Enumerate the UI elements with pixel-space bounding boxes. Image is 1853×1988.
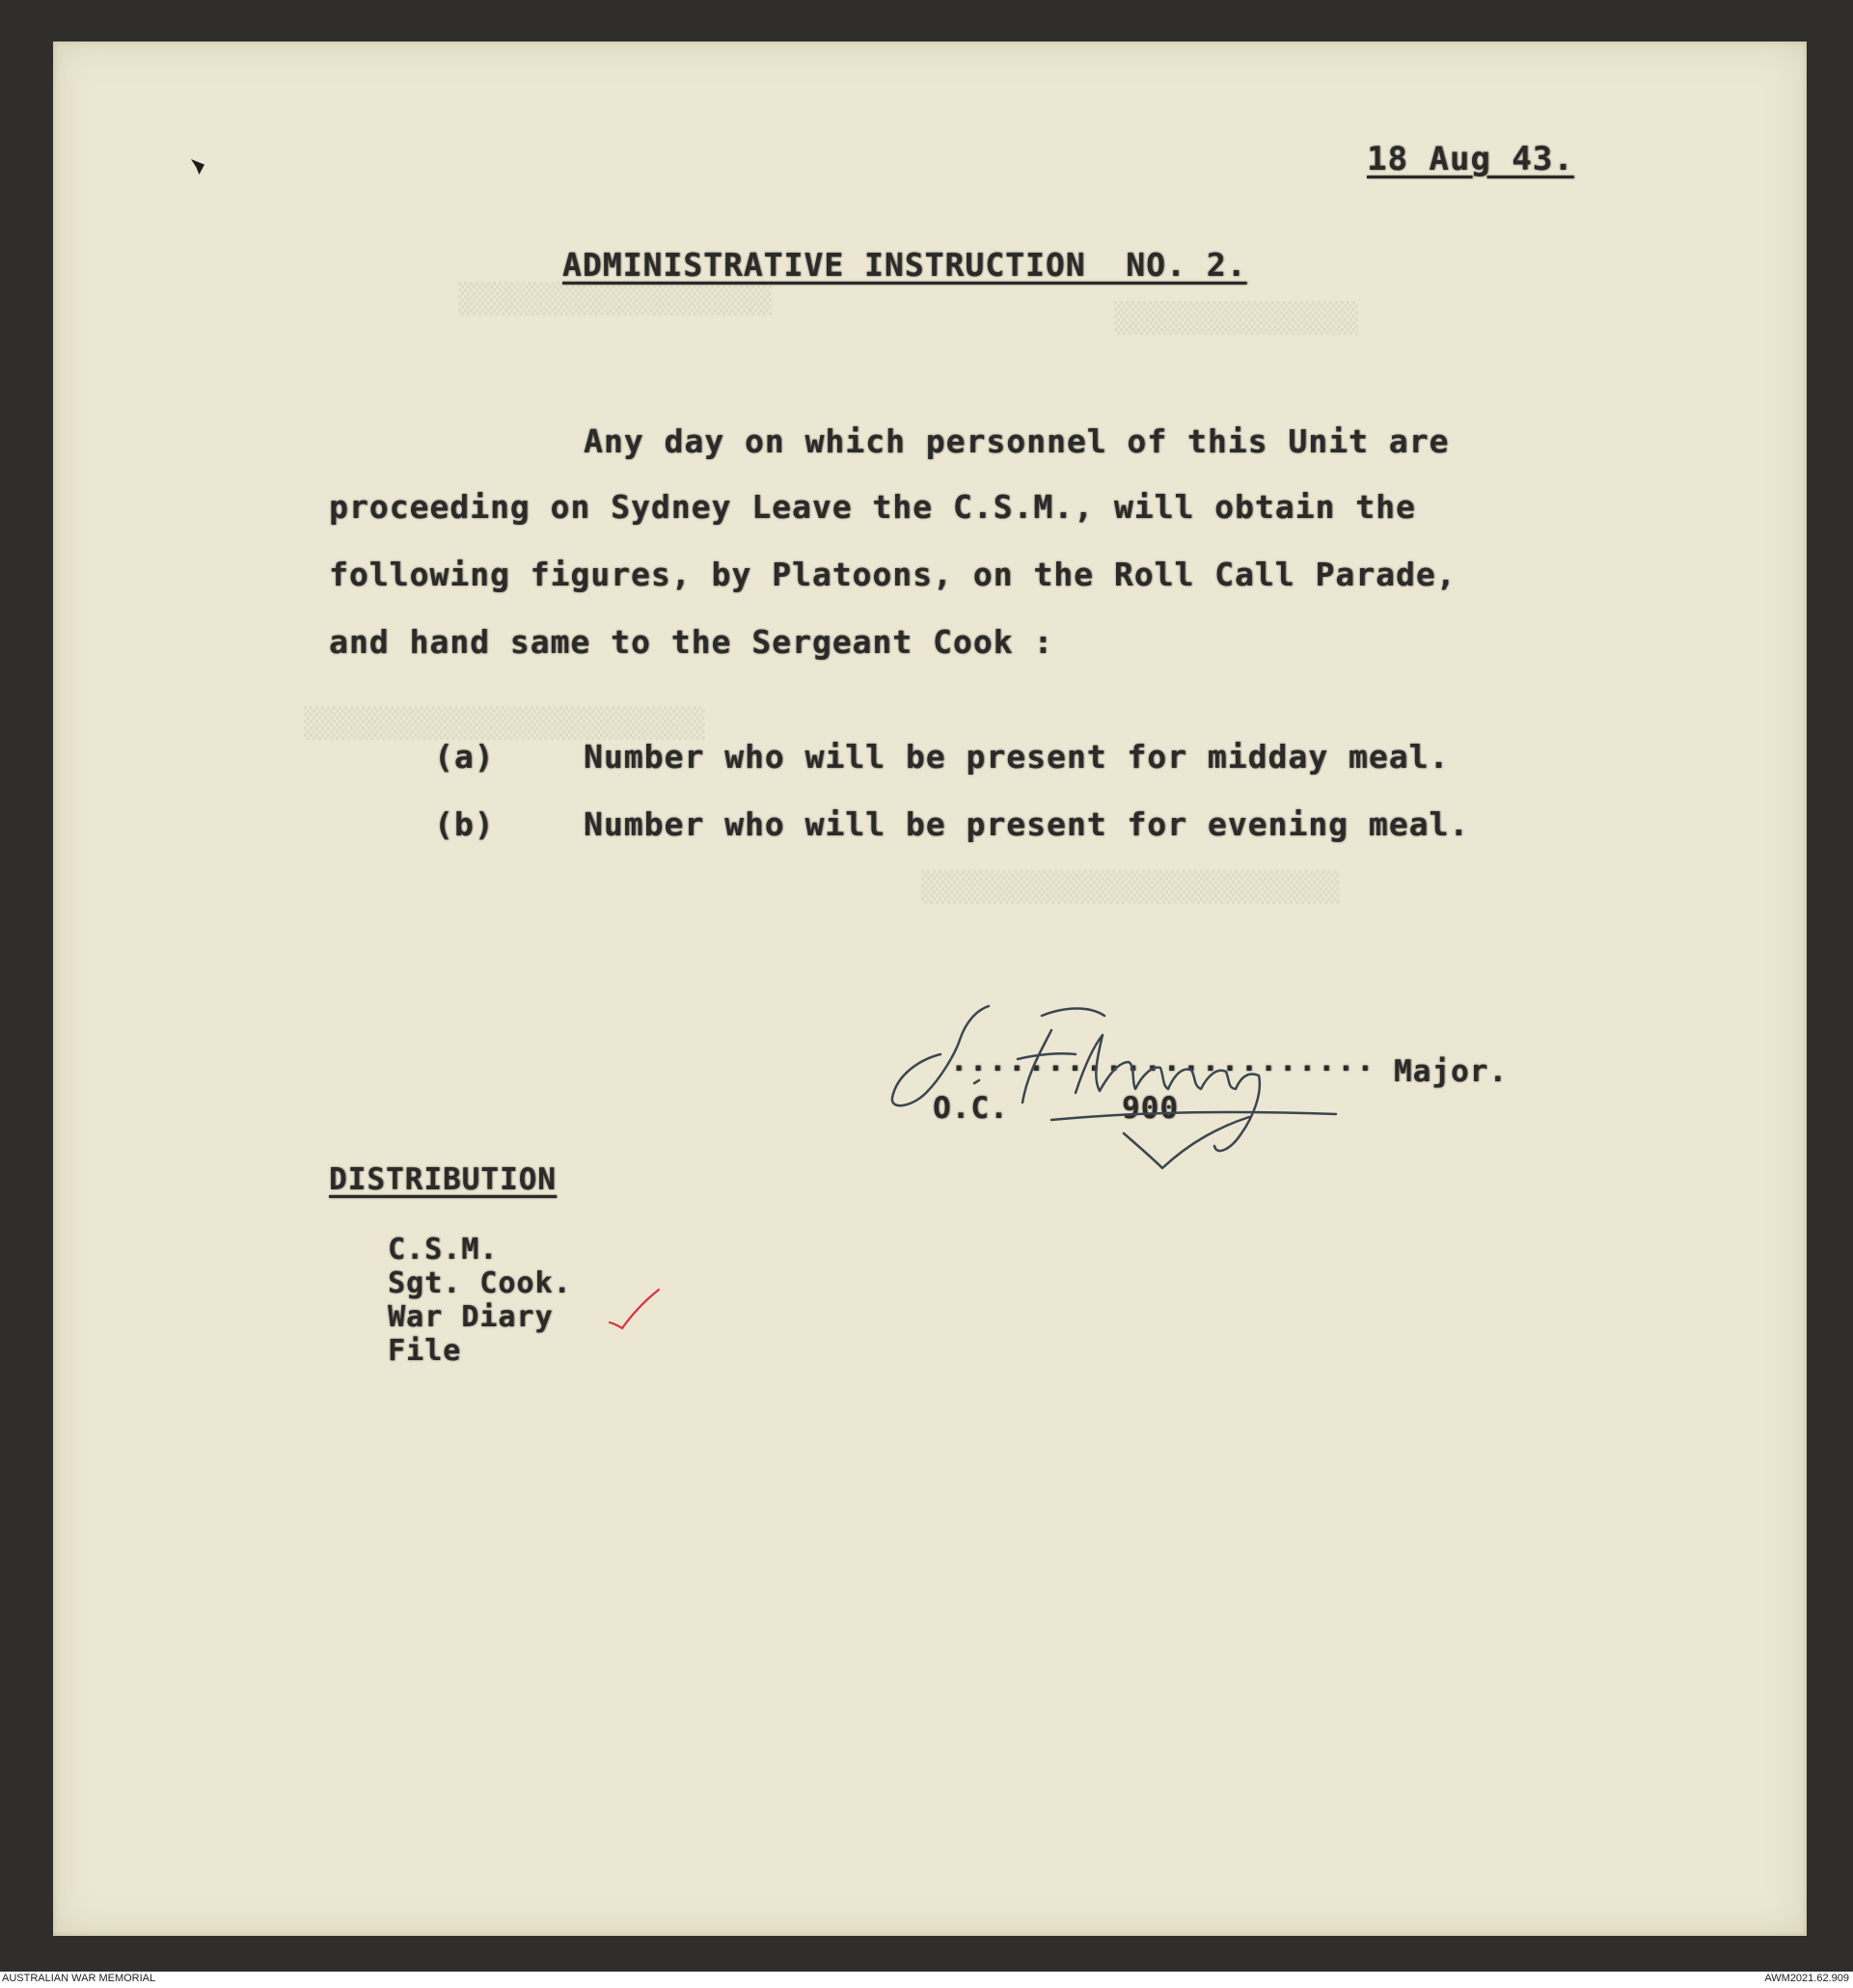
body-line: proceeding on Sydney Leave the C.S.M., will obtain the	[329, 488, 1416, 526]
body-line: following figures, by Platoons, on the Roll Call Parade,	[329, 556, 1457, 593]
signature-dots: ......................	[950, 1045, 1376, 1078]
footer-accession-number: AWM2021.62.909	[1764, 1973, 1849, 1984]
handwritten-signature	[883, 948, 1423, 1180]
signature-unit: 900	[1122, 1091, 1179, 1126]
archive-footer	[0, 1972, 1853, 1988]
signature-rank: Major.	[1394, 1054, 1508, 1089]
distribution-item: C.S.M.	[388, 1233, 499, 1266]
document-page	[53, 41, 1807, 1936]
punch-mark	[191, 159, 204, 175]
distribution-heading: DISTRIBUTION	[329, 1162, 557, 1197]
red-tick-mark	[605, 1286, 663, 1334]
bleed-through-texture: ▒▒▒▒▒▒▒▒▒▒▒▒▒▒▒▒▒▒	[458, 283, 773, 316]
body-line: and hand same to the Sergeant Cook :	[329, 623, 1054, 661]
signature-role: O.C.	[933, 1091, 1009, 1126]
document-date: 18 Aug 43.	[1367, 140, 1574, 178]
bleed-through-texture: ▒▒▒▒▒▒▒▒▒▒▒▒▒▒	[1114, 302, 1358, 336]
body-line: Any day on which personnel of this Unit are	[584, 422, 1450, 460]
bleed-through-texture: ▒▒▒▒▒▒▒▒▒▒▒▒▒▒▒▒▒▒▒▒▒▒▒▒	[921, 871, 1340, 905]
list-item-marker: (b)	[434, 805, 495, 843]
list-item-text: Number who will be present for midday meal.	[584, 738, 1450, 776]
document-title: ADMINISTRATIVE INSTRUCTION NO. 2.	[562, 246, 1247, 284]
distribution-item: Sgt. Cook.	[388, 1266, 572, 1300]
bleed-through-texture: ▒▒▒▒▒▒▒▒▒▒▒▒▒▒▒▒▒▒▒▒▒▒▒	[304, 707, 705, 741]
list-item-text: Number who will be present for evening meal.	[584, 805, 1470, 843]
distribution-item: File	[388, 1334, 462, 1368]
distribution-item: War Diary	[388, 1300, 554, 1334]
list-item-marker: (a)	[434, 738, 495, 776]
footer-institution: AUSTRALIAN WAR MEMORIAL	[2, 1973, 156, 1984]
